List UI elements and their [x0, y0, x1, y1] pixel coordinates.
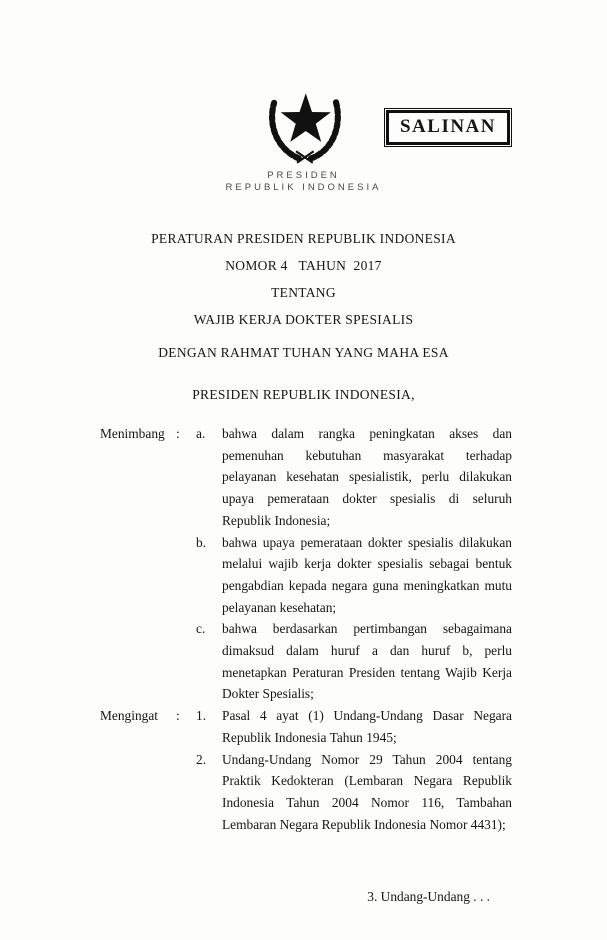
mengingat-colon: : [176, 708, 180, 724]
menimbang-item-marker: c. [196, 621, 206, 637]
preamble-clauses [100, 423, 512, 835]
title-line-tentang: TENTANG [271, 285, 336, 300]
menimbang-item-text: bahwa dalam rangka peningkatan akses dan pemenuhan kebutuhan masyarakat terhadap pelayanan kesehatan spesialistik, perlu dilakukan upaya pemerataan dokter spesialis di seluruh Republik Indonesia; [222, 426, 512, 528]
menimbang-item-marker: b. [196, 534, 207, 550]
authority-line: PRESIDEN REPUBLIK INDONESIA, [192, 387, 415, 402]
mengingat-item-marker: 2. [196, 751, 207, 767]
mengingat-section [100, 705, 512, 835]
org-name [0, 170, 607, 194]
menimbang-section [100, 423, 512, 705]
presidential-star-wreath-icon [260, 80, 348, 168]
title-line-subject: WAJIB KERJA DOKTER SPESIALIS [193, 312, 414, 327]
mengingat-label: Mengingat [100, 708, 159, 724]
page-catchword: 3. Undang-Undang . . . [367, 889, 490, 904]
mengingat-item-marker: 1. [196, 708, 207, 724]
menimbang-item-text: bahwa berdasarkan pertimbangan sebagaimana dimaksud dalam huruf a dan huruf b, perlu menetapkan Peraturan Presiden tentang Wajib Kerja Dokter Spesialis; [222, 621, 512, 702]
invocation-line: DENGAN RAHMAT TUHAN YANG MAHA ESA [158, 345, 449, 360]
title-line-number: NOMOR 4 TAHUN 2017 [225, 258, 382, 273]
salinan-stamp [386, 110, 510, 145]
mengingat-item-text: Pasal 4 ayat (1) Undang-Undang Dasar Negara Republik Indonesia Tahun 1945; [222, 708, 512, 745]
menimbang-item-marker: a. [196, 426, 206, 441]
title-line-1: PERATURAN PRESIDEN REPUBLIK INDONESIA [151, 231, 456, 246]
document-header [0, 80, 607, 194]
org-line-republik: REPUBLIK INDONESIA [225, 182, 382, 193]
mengingat-item-text: Undang-Undang Nomor 29 Tahun 2004 tentang Praktik Kedokteran (Lembaran Negara Republik Indonesia Tahun 2004 Nomor 116, Tambahan Lembaran Negara Republik Indonesia Nomor 4431); [222, 751, 512, 832]
regulation-title [0, 231, 607, 339]
menimbang-colon: : [176, 426, 180, 441]
salinan-stamp-label: SALINAN [399, 116, 497, 137]
org-line-presiden: PRESIDEN [267, 170, 340, 181]
menimbang-item-text: bahwa upaya pemerataan dokter spesialis dilakukan melalui wajib kerja dokter spesialis sebagai bentuk pengabdian kepada negara guna meningkatkan mutu pelayanan kesehatan; [222, 534, 512, 615]
menimbang-label: Menimbang [100, 426, 165, 441]
